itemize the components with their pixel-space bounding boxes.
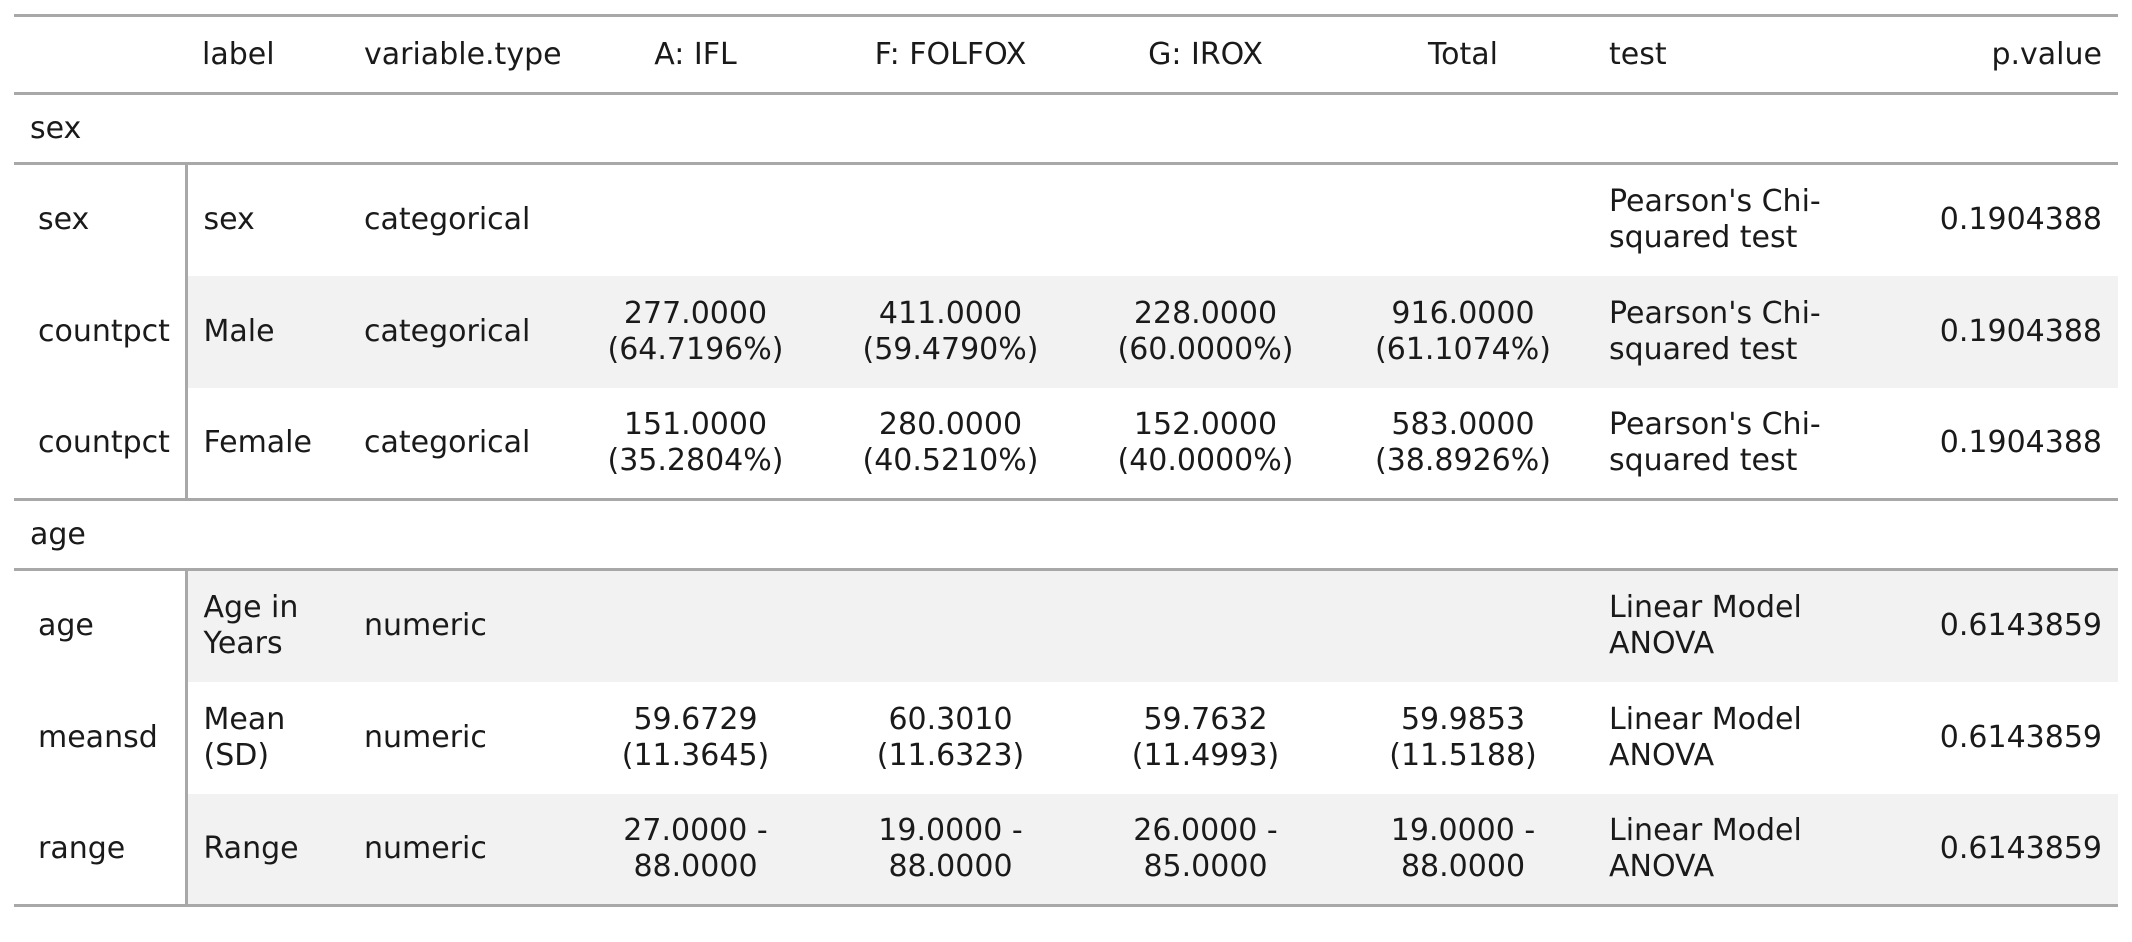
table-body <box>14 94 2118 906</box>
cell-f-folfox <box>823 164 1078 276</box>
row-stub: countpct <box>14 388 186 500</box>
cell-label: Range <box>186 794 348 906</box>
cell-test: Pearson's Chi-squared test <box>1593 388 1863 500</box>
cell-p-value: 0.1904388 <box>1863 276 2118 388</box>
header-label: label <box>186 16 348 94</box>
cell-a-ifl <box>568 570 823 682</box>
cell-total <box>1333 164 1593 276</box>
cell-variable-type: numeric <box>348 794 568 906</box>
cell-g-irox <box>1078 164 1333 276</box>
cell-p-value: 0.6143859 <box>1863 570 2118 682</box>
cell-variable-type: categorical <box>348 388 568 500</box>
header-row <box>14 16 2118 94</box>
cell-total: 583.0000 (38.8926%) <box>1333 388 1593 500</box>
row-stub: age <box>14 570 186 682</box>
cell-a-ifl: 151.0000 (35.2804%) <box>568 388 823 500</box>
cell-label: Mean (SD) <box>203 701 286 773</box>
cell-label: Female <box>186 388 348 500</box>
cell-p-value: 0.1904388 <box>1939 202 2102 238</box>
cell-total: 19.0000 - 88.0000 <box>1333 794 1593 906</box>
cell-a-ifl: 27.0000 - 88.0000 <box>568 794 823 906</box>
table-row <box>14 570 2118 682</box>
cell-g-irox: 26.0000 - 85.0000 <box>1078 794 1333 906</box>
table-row <box>14 682 2118 794</box>
cell-p-value: 0.6143859 <box>1939 719 2102 755</box>
cell-g-irox: 152.0000 (40.0000%) <box>1078 388 1333 500</box>
cell-p-value: 0.6143859 <box>1863 794 2118 906</box>
table-row <box>14 164 2118 276</box>
cell-variable-type: categorical <box>348 276 568 388</box>
header-stub <box>14 16 186 94</box>
group-label: age <box>14 500 2118 570</box>
header-p-value: p.value <box>1863 16 2118 94</box>
cell-a-ifl: 277.0000 (64.7196%) <box>568 276 823 388</box>
cell-g-irox: 228.0000 (60.0000%) <box>1078 276 1333 388</box>
header-variable-type: variable.type <box>348 16 568 94</box>
group-row-sex <box>14 94 2118 164</box>
row-stub: sex <box>14 164 186 276</box>
cell-test: Linear Model ANOVA <box>1593 570 1863 682</box>
table-row <box>14 276 2118 388</box>
cell-label: sex <box>203 202 255 238</box>
group-label: sex <box>14 94 2118 164</box>
summary-table-container <box>14 14 2118 907</box>
cell-test: Pearson's Chi-squared test <box>1609 184 1821 256</box>
cell-g-irox <box>1078 570 1333 682</box>
cell-test: Linear Model ANOVA <box>1609 701 1802 773</box>
header-total: Total <box>1333 16 1593 94</box>
header-g-irox: G: IROX <box>1078 16 1333 94</box>
cell-f-folfox: 19.0000 - 88.0000 <box>823 794 1078 906</box>
cell-total: 916.0000 (61.1074%) <box>1333 276 1593 388</box>
cell-label: Age in Years <box>186 570 348 682</box>
cell-test: Linear Model ANOVA <box>1593 794 1863 906</box>
cell-f-folfox: 411.0000 (59.4790%) <box>823 276 1078 388</box>
cell-variable-type: numeric <box>364 719 487 755</box>
cell-variable-type: categorical <box>364 202 531 238</box>
group-row-age <box>14 500 2118 570</box>
cell-variable-type: numeric <box>348 570 568 682</box>
cell-p-value: 0.1904388 <box>1863 388 2118 500</box>
cell-g-irox: 59.7632 (11.4993) <box>1131 701 1280 773</box>
table-row <box>14 794 2118 906</box>
header-test: test <box>1593 16 1863 94</box>
table-header <box>14 16 2118 94</box>
table-row <box>14 388 2118 500</box>
row-stub: meansd <box>14 682 186 794</box>
header-f-folfox: F: FOLFOX <box>823 16 1078 94</box>
cell-test: Pearson's Chi-squared test <box>1593 276 1863 388</box>
summary-table <box>14 14 2118 907</box>
header-a-ifl: A: IFL <box>568 16 823 94</box>
cell-total <box>1333 570 1593 682</box>
cell-label: Male <box>186 276 348 388</box>
cell-f-folfox <box>823 570 1078 682</box>
cell-a-ifl <box>568 164 823 276</box>
row-stub: range <box>14 794 186 906</box>
cell-a-ifl: 59.6729 (11.3645) <box>621 701 770 773</box>
cell-total: 59.9853 (11.5188) <box>1389 701 1537 773</box>
cell-f-folfox: 280.0000 (40.5210%) <box>823 388 1078 500</box>
row-stub: countpct <box>14 276 186 388</box>
cell-f-folfox: 60.3010 (11.6323) <box>876 701 1025 773</box>
